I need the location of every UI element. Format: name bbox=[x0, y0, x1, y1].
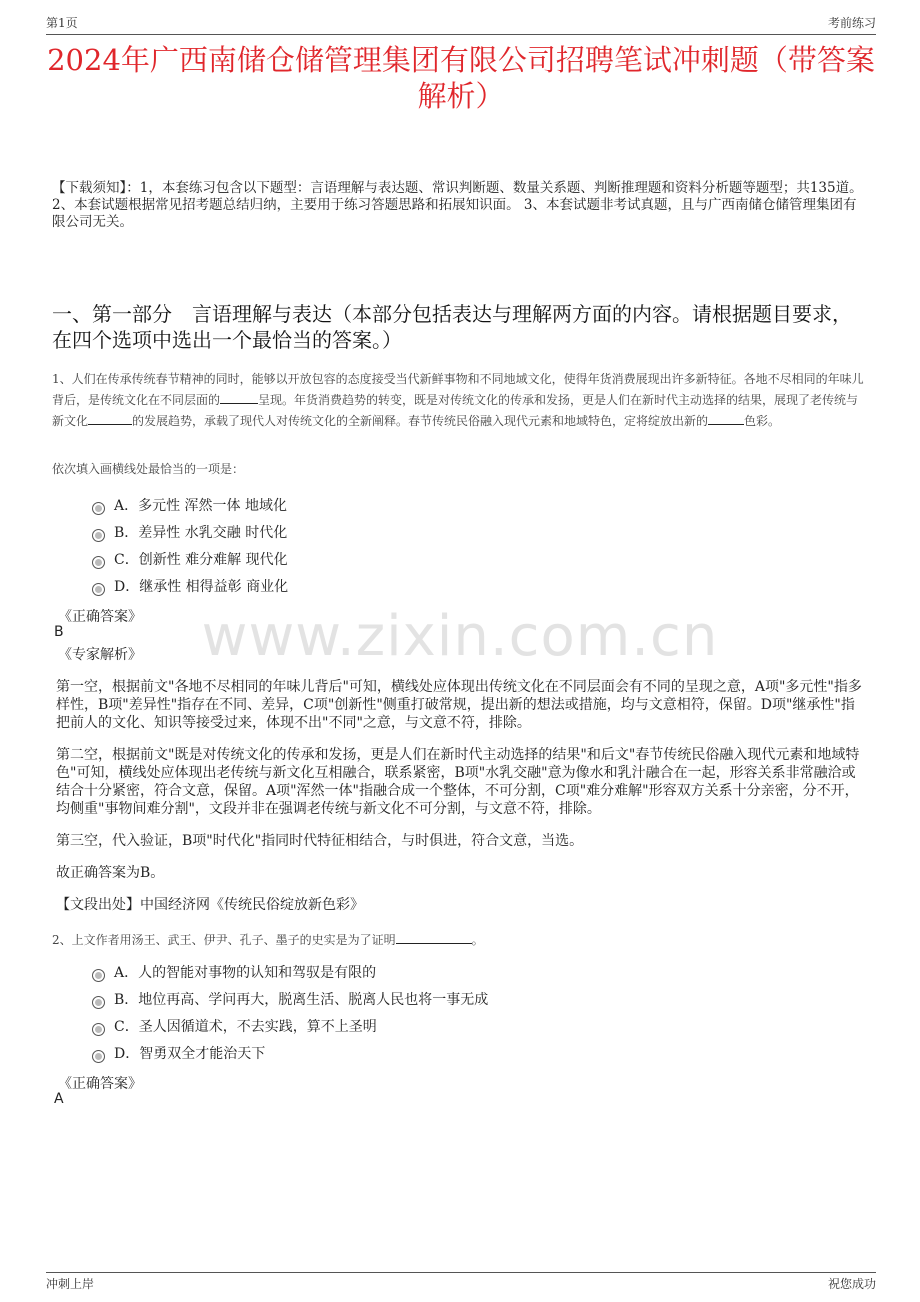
radio-icon[interactable] bbox=[92, 969, 105, 982]
q1-option-a[interactable]: A．多元性 浑然一体 地域化 bbox=[92, 495, 287, 515]
q2-answer-label: 《正确答案》 bbox=[58, 1076, 142, 1092]
radio-icon[interactable] bbox=[92, 1050, 105, 1063]
question-2-text: 2、上文作者用汤王、武王、伊尹、孔子、墨子的史实是为了证明 。 bbox=[52, 933, 484, 947]
header-right-text: 考前练习 bbox=[827, 16, 876, 30]
radio-icon[interactable] bbox=[92, 583, 105, 596]
radio-icon[interactable] bbox=[92, 1023, 105, 1036]
q1-analysis-conclusion: 故正确答案为B。 bbox=[56, 865, 165, 881]
watermark: www.zixin.com.cn bbox=[201, 604, 719, 669]
document-title: 2024年广西南储仓储管理集团有限公司招聘笔试冲刺题（带答案解析） bbox=[47, 43, 875, 113]
question-1-text: 1、人们在传承传统春节精神的同时，能够以开放包容的态度接受当代新鲜事物和不同地域文化，使得年货消费展现出许多新特征。各地不尽相同的年味儿背后，是传统文化在不同层面的 呈现。年货消费趋势的转变，既是对传统文化的传承和发扬，更是人们在新时代主动选择的结果，展现了老传统与新文化 的发展趋势，承载了现代人对传统文化的全新阐释。春节传统民俗融入现代元素和地域特色，定将绽放出新的 色彩。 bbox=[52, 372, 864, 428]
q1-option-c[interactable]: C．创新性 难分难解 现代化 bbox=[92, 549, 288, 569]
q2-option-d[interactable]: D．智勇双全才能治天下 bbox=[92, 1043, 265, 1063]
q2-option-a[interactable]: A．人的智能对事物的认知和驾驭是有限的 bbox=[92, 962, 376, 982]
q1-option-b[interactable]: B．差异性 水乳交融 时代化 bbox=[92, 522, 287, 542]
page-footer bbox=[46, 1272, 876, 1292]
q1-analysis-paragraph: 第三空，代入验证，B项"时代化"指同时代特征相结合，与时俱进，符合文意，当选。 bbox=[56, 833, 584, 849]
q1-answer: B bbox=[54, 624, 64, 640]
radio-icon[interactable] bbox=[92, 556, 105, 569]
q1-analysis-label: 《专家解析》 bbox=[58, 647, 142, 663]
section-heading: 一、第一部分 言语理解与表达（本部分包括表达与理解两方面的内容。请根据题目要求，在四个选项中选出一个最恰当的答案。） bbox=[52, 302, 852, 352]
radio-icon[interactable] bbox=[92, 502, 105, 515]
q1-analysis-paragraph: 第二空，根据前文"既是对传统文化的传承和发扬，更是人们在新时代主动选择的结果"和后文"春节传统民俗融入现代元素和地域特色"可知，横线处应体现出老传统与新文化互相融合，联系紧密，B项"水乳交融"意为像水和乳汁融合在一起，形容关系非常融洽或结合十分紧密，符合文意，保留。A项"浑然一体"指融合成一个整体，不可分割，C项"难分难解"形容双方关系十分亲密，分不开，均侧重"事物间难分割"，文段并非在强调老传统与新文化不可分割，与文意不符，排除。 bbox=[56, 747, 860, 817]
footer-right-text: 祝您成功 bbox=[827, 1277, 876, 1291]
question-1-prompt: 依次填入画横线处最恰当的一项是： bbox=[52, 462, 245, 476]
q2-option-b[interactable]: B．地位再高、学问再大，脱离生活、脱离人民也将一事无成 bbox=[92, 989, 488, 1009]
q2-answer: A bbox=[54, 1091, 64, 1107]
q1-option-d[interactable]: D．继承性 相得益彰 商业化 bbox=[92, 576, 288, 596]
page-number: 第1页 bbox=[46, 16, 78, 30]
download-notice: 【下载须知】：1，本套练习包含以下题型：言语理解与表达题、常识判断题、数量关系题、判断推理题和资料分析题等题型；共135道。 2、本套试题根据常见招考题总结归纳，主要用于练习答题思路和拓展知识面。 3、本套试题非考试真题，且与广西南储仓储管理集团有限公司无关。 bbox=[52, 180, 863, 230]
q1-answer-label: 《正确答案》 bbox=[58, 609, 142, 625]
q1-source: 【文段出处】中国经济网《传统民俗绽放新色彩》 bbox=[56, 897, 364, 913]
page-header bbox=[46, 14, 876, 35]
radio-icon[interactable] bbox=[92, 529, 105, 542]
footer-left-text: 冲刺上岸 bbox=[46, 1277, 95, 1291]
q2-option-c[interactable]: C．圣人因循道术，不去实践，算不上圣明 bbox=[92, 1016, 377, 1036]
q1-analysis-paragraph: 第一空，根据前文"各地不尽相同的年味儿背后"可知，横线处应体现出传统文化在不同层面会有不同的呈现之意，A项"多元性"指多样性，B项"差异性"指存在不同、差异，C项"创新性"侧重打破常规，提出新的想法或措施，均与文意相符，保留。D项"继承性"指把前人的文化、知识等接受过来，体现不出"不同"之意，与文意不符，排除。 bbox=[56, 679, 862, 731]
radio-icon[interactable] bbox=[92, 996, 105, 1009]
